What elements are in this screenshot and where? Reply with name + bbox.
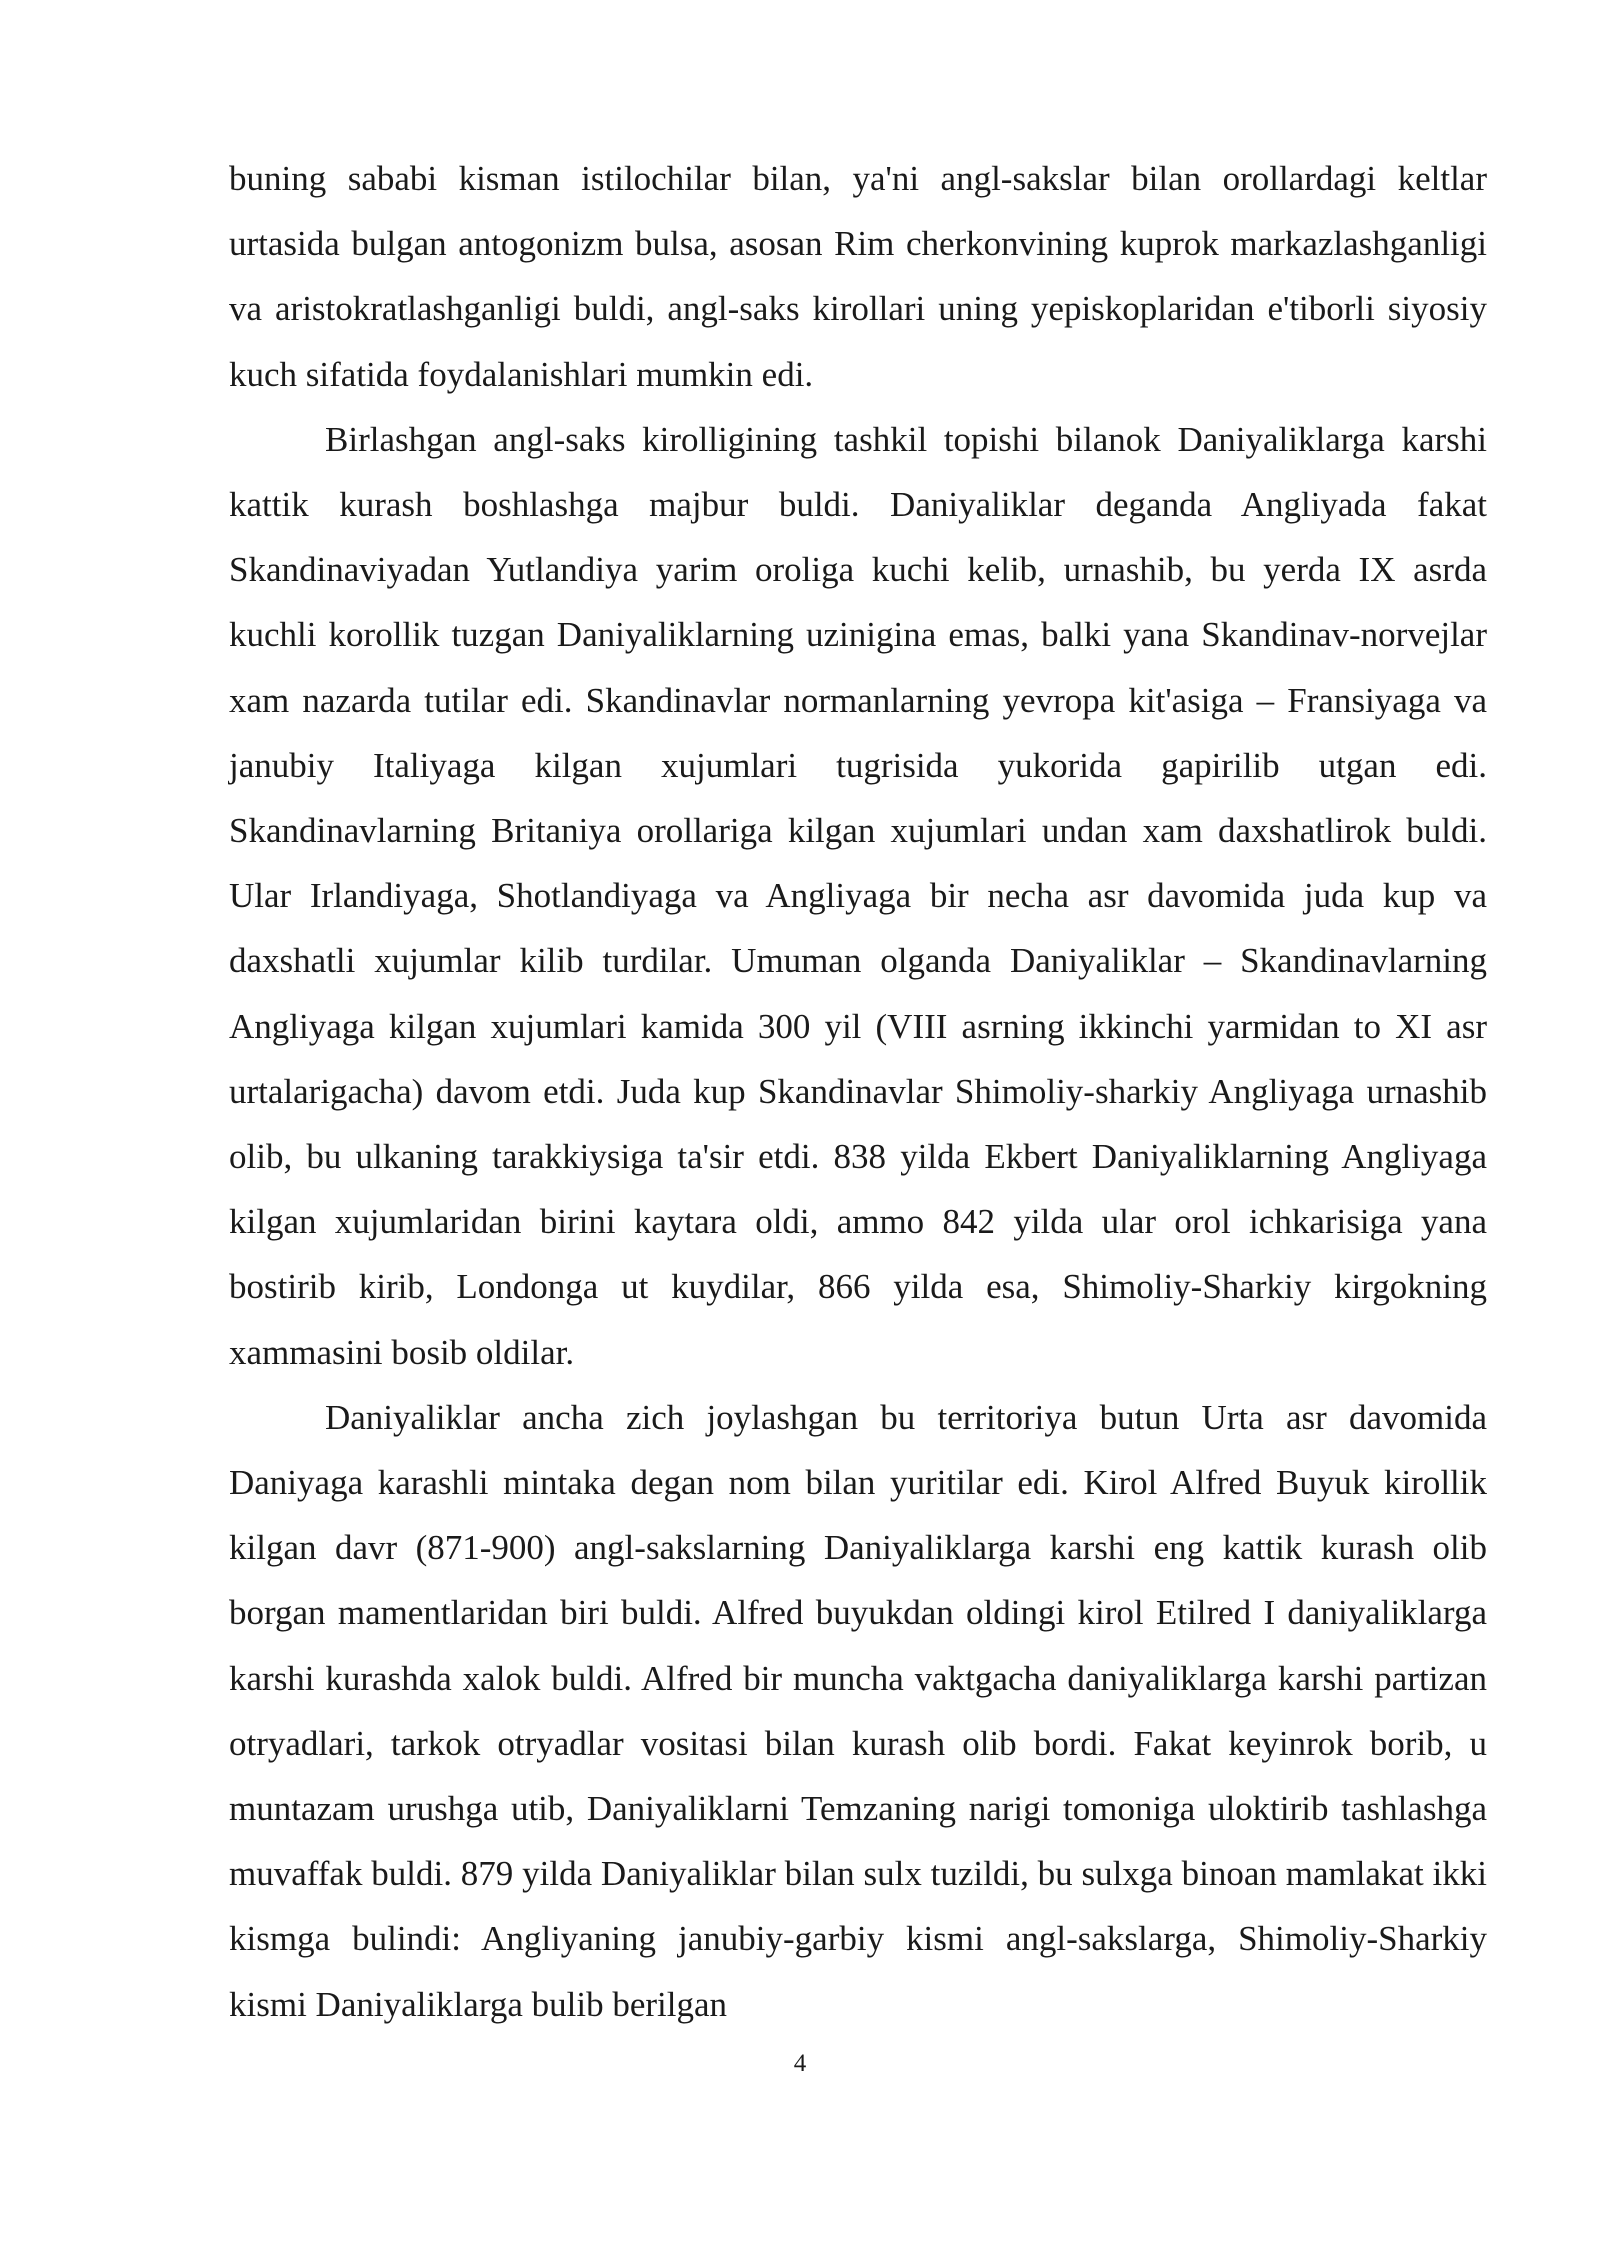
paragraph-1: buning sababi kisman istilochilar bilan, ya'ni angl-sakslar bilan orollardagi keltlar urtasida bulgan antogonizm bulsa, asosan Rim cherkonvining kuprok markazlashganligi va aristokratlashganligi buldi, angl-saks kirollari uning yepiskoplaridan e'tiborli siyosiy kuch sifatida foydalanishlari mumkin edi. (229, 159, 1487, 394)
page-number: 4 (793, 2050, 807, 2077)
paragraph-3: Daniyaliklar ancha zich joylashgan bu territoriya butun Urta asr davomida Daniyaga karashli mintaka degan nom bilan yuritilar edi. Kirol Alfred Buyuk kirollik kilgan davr (871-900) angl-sakslarning Daniyaliklarga karshi eng kattik kurash olib borgan mamentlaridan biri buldi. Alfred buyukdan oldingi kirol Etilred I daniyaliklarga karshi kurashda xalok buldi. Alfred bir muncha vaktgacha daniyaliklarga karshi partizan otryadlari, tarkok otryadlar vositasi bilan kurash olib bordi. Fakat keyinrok borib, u muntazam urushga utib, Daniyaliklarni Temzaning narigi tomoniga uloktirib tashlashga muvaffak buldi. 879 yilda Daniyaliklar bilan sulx tuzildi, bu sulxga binoan mamlakat ikki kismga bulindi: Angliyaning janubiy-garbiy kismi angl-sakslarga, Shimoliy-Sharkiy kismi Daniyaliklarga bulib berilgan (229, 1397, 1487, 2024)
body-text (229, 146, 1487, 2037)
paragraph-2: Birlashgan angl-saks kirolligining tashkil topishi bilanok Daniyaliklarga karshi kattik kurash boshlashga majbur buldi. Daniyaliklar deganda Angliyada fakat Skandinaviyadan Yutlandiya yarim oroliga kuchi kelib, urnashib, bu yerda IX asrda kuchli korollik tuzgan Daniyaliklarning uzinigina emas, balki yana Skandinav-norvejlar xam nazarda tutilar edi. Skandinavlar normanlarning yevropa kit'asiga – Fransiyaga va janubiy Italiyaga kilgan xujumlari tugrisida yukorida gapirilib utgan edi. Skandinavlarning Britaniya orollariga kilgan xujumlari undan xam daxshatlirok buldi. Ular Irlandiyaga, Shotlandiyaga va Angliyaga bir necha asr davomida juda kup va daxshatli xujumlar kilib turdilar. Umuman olganda Daniyaliklar – Skandinavlarning Angliyaga kilgan xujumlari kamida 300 yil (VIII asrning ikkinchi yarmidan to XI asr urtalarigacha) davom etdi. Juda kup Skandinavlar Shimoliy-sharkiy Angliyaga urnashib olib, bu ulkaning tarakkiysiga ta'sir etdi. 838 yilda Ekbert Daniyaliklarning Angliyaga kilgan xujumlaridan birini kaytara oldi, ammo 842 yilda ular orol ichkarisiga yana bostirib kirib, Londonga ut kuydilar, 866 yilda esa, Shimoliy-Sharkiy kirgokning xammasini bosib oldilar. (229, 419, 1487, 1372)
